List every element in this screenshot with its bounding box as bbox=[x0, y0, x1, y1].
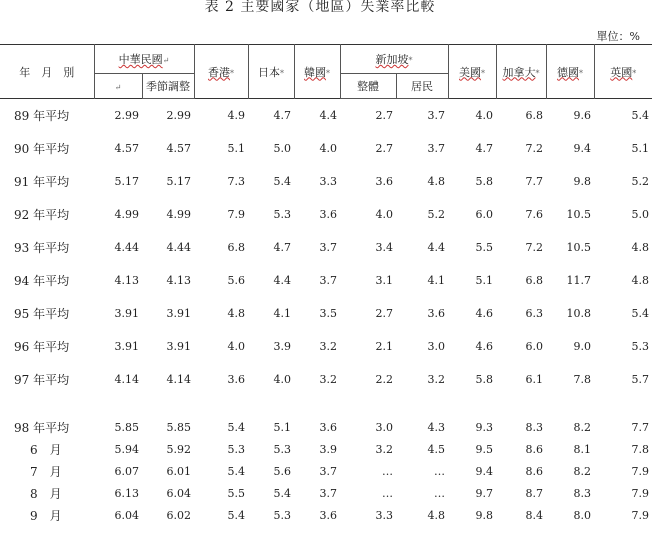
table-cell: 5.6 bbox=[227, 274, 246, 287]
table-cell: 5.7 bbox=[631, 373, 650, 386]
table-cell: 5.4 bbox=[631, 307, 650, 320]
table-cell: 4.99 bbox=[114, 208, 139, 221]
table-row bbox=[0, 264, 652, 297]
table-cell: 4.4 bbox=[427, 241, 446, 254]
table-body bbox=[0, 99, 652, 527]
table-cell: 9.5 bbox=[475, 442, 494, 456]
table-cell: 3.2 bbox=[427, 373, 446, 386]
table-cell: 4.13 bbox=[114, 274, 139, 287]
header-sg-total: 整體 bbox=[340, 74, 396, 99]
table-cell: 2.7 bbox=[375, 142, 394, 155]
table-cell: 8.6 bbox=[525, 442, 544, 456]
table-cell: 5.92 bbox=[166, 442, 192, 456]
row-label: 93 年平均 bbox=[14, 241, 70, 255]
table-cell: 6.07 bbox=[114, 464, 139, 478]
table-cell: 3.7 bbox=[319, 241, 338, 254]
table-cell: 8.6 bbox=[525, 464, 544, 478]
table-cell: 4.13 bbox=[166, 274, 192, 287]
table-cell: … bbox=[382, 464, 394, 478]
table-cell: 4.57 bbox=[114, 142, 139, 155]
table-cell: … bbox=[382, 486, 394, 500]
table-row bbox=[0, 363, 652, 396]
table-cell: 3.7 bbox=[427, 109, 446, 122]
table-cell: 3.6 bbox=[427, 307, 446, 320]
table-cell: 6.3 bbox=[525, 307, 544, 320]
table-cell: 3.6 bbox=[375, 175, 394, 188]
table-cell: 4.0 bbox=[319, 142, 338, 155]
table-cell: 3.7 bbox=[319, 274, 338, 287]
table-cell: 5.1 bbox=[227, 142, 246, 155]
table-cell: 2.2 bbox=[375, 373, 394, 386]
table-cell: 7.9 bbox=[227, 208, 246, 221]
table-cell: 3.7 bbox=[319, 486, 338, 500]
table-cell: 9.8 bbox=[475, 508, 494, 522]
row-label: 8 月 bbox=[30, 486, 62, 501]
table-cell: 8.2 bbox=[573, 420, 592, 434]
table-cell: 3.6 bbox=[227, 373, 246, 386]
table-cell: 9.0 bbox=[573, 340, 592, 353]
spacer-row bbox=[0, 396, 652, 416]
table-cell: 8.2 bbox=[573, 464, 592, 478]
table-cell: 6.8 bbox=[227, 241, 246, 254]
header-korea: 韓國* bbox=[294, 45, 340, 99]
table-row bbox=[0, 99, 652, 133]
table-row bbox=[0, 165, 652, 198]
table-cell: 4.1 bbox=[427, 274, 446, 287]
table-row bbox=[0, 132, 652, 165]
table-cell: 5.3 bbox=[631, 340, 650, 353]
table-cell: 3.7 bbox=[427, 142, 446, 155]
table-cell: 4.0 bbox=[375, 208, 394, 221]
table-cell: 9.3 bbox=[475, 420, 494, 434]
table-cell: 6.01 bbox=[166, 464, 192, 478]
table-row bbox=[0, 504, 652, 526]
row-label: 98 年平均 bbox=[14, 420, 70, 435]
table-cell: 6.8 bbox=[525, 274, 544, 287]
table-cell: 3.0 bbox=[427, 340, 446, 353]
table-cell: 4.8 bbox=[631, 241, 650, 254]
table-cell: 6.04 bbox=[114, 508, 139, 522]
table-cell: 5.4 bbox=[227, 464, 246, 478]
row-label: 89 年平均 bbox=[14, 109, 70, 123]
table-cell: 4.5 bbox=[427, 442, 446, 456]
table-cell: 4.4 bbox=[319, 109, 338, 122]
table-cell: 3.2 bbox=[319, 340, 338, 353]
table-row bbox=[0, 330, 652, 363]
row-label: 95 年平均 bbox=[14, 307, 70, 321]
table-cell: 9.6 bbox=[573, 109, 592, 122]
row-label: 92 年平均 bbox=[14, 208, 70, 222]
table-cell: 5.6 bbox=[273, 464, 292, 478]
table-cell: 7.9 bbox=[631, 464, 650, 478]
table-cell: 7.2 bbox=[525, 241, 544, 254]
header-year-month: 年 月 別 bbox=[19, 65, 75, 79]
table-cell: 4.14 bbox=[114, 373, 139, 386]
table-cell: 5.5 bbox=[475, 241, 494, 254]
table-cell: 5.17 bbox=[166, 175, 192, 188]
table-cell: 6.0 bbox=[525, 340, 544, 353]
table-row bbox=[0, 460, 652, 482]
table-cell: 4.44 bbox=[114, 241, 139, 254]
unemployment-table bbox=[0, 44, 652, 526]
table-cell: 4.3 bbox=[427, 420, 446, 434]
table-cell: 5.0 bbox=[631, 208, 650, 221]
table-title: 表 2 主要國家（地區）失業率比較 bbox=[204, 0, 436, 15]
table-cell: 3.5 bbox=[319, 307, 338, 320]
table-cell: 6.02 bbox=[166, 508, 192, 522]
table-cell: 7.7 bbox=[525, 175, 544, 188]
table-cell: 5.85 bbox=[114, 420, 139, 434]
table-cell: 5.2 bbox=[631, 175, 650, 188]
table-cell: 5.17 bbox=[114, 175, 139, 188]
table-cell: 7.8 bbox=[631, 442, 650, 456]
table-cell: 3.3 bbox=[375, 508, 394, 522]
row-label: 90 年平均 bbox=[14, 142, 70, 156]
table-cell: 6.8 bbox=[525, 109, 544, 122]
row-label: 94 年平均 bbox=[14, 274, 70, 288]
table-cell: 3.6 bbox=[319, 420, 338, 434]
table-cell: 5.94 bbox=[114, 442, 139, 456]
table-cell: 2.99 bbox=[166, 109, 192, 122]
header-hongkong: 香港* bbox=[194, 45, 248, 99]
table-cell: 6.0 bbox=[475, 208, 494, 221]
table-cell: 4.4 bbox=[273, 274, 292, 287]
header-uk: 英國* bbox=[594, 45, 652, 99]
table-cell: 3.0 bbox=[375, 420, 394, 434]
table-cell: 4.0 bbox=[475, 109, 494, 122]
table-row bbox=[0, 198, 652, 231]
table-cell: 10.8 bbox=[566, 307, 592, 320]
table-cell: 4.7 bbox=[475, 142, 494, 155]
table-cell: 5.1 bbox=[475, 274, 494, 287]
table-cell: 3.91 bbox=[114, 307, 139, 320]
row-label: 96 年平均 bbox=[14, 340, 70, 354]
table-cell: 3.4 bbox=[375, 241, 394, 254]
table-cell: 5.4 bbox=[273, 175, 292, 188]
table-cell: 4.57 bbox=[166, 142, 192, 155]
table-cell: 4.99 bbox=[166, 208, 192, 221]
table-cell: 4.14 bbox=[166, 373, 192, 386]
table-cell: 4.6 bbox=[475, 307, 494, 320]
table-cell: … bbox=[434, 464, 446, 478]
table-row bbox=[0, 231, 652, 264]
table-cell: 9.4 bbox=[573, 142, 592, 155]
row-label: 97 年平均 bbox=[14, 373, 70, 387]
table-cell: 3.91 bbox=[114, 340, 139, 353]
table-cell: 4.0 bbox=[227, 340, 246, 353]
table-cell: 8.1 bbox=[573, 442, 592, 456]
table-cell: 6.1 bbox=[525, 373, 544, 386]
table-cell: 7.9 bbox=[631, 486, 650, 500]
table-cell: 5.8 bbox=[475, 175, 494, 188]
table-cell: 5.3 bbox=[273, 208, 292, 221]
table-cell: 8.4 bbox=[525, 508, 544, 522]
table-cell: 4.7 bbox=[273, 109, 292, 122]
table-cell: 5.3 bbox=[273, 442, 292, 456]
table-cell: 5.3 bbox=[273, 508, 292, 522]
table-cell: 3.9 bbox=[273, 340, 292, 353]
table-cell: 10.5 bbox=[566, 208, 592, 221]
table-cell: 2.7 bbox=[375, 109, 394, 122]
table-cell: 5.8 bbox=[475, 373, 494, 386]
table-cell: 3.6 bbox=[319, 508, 338, 522]
header-germany: 德國* bbox=[546, 45, 594, 99]
table-cell: 3.7 bbox=[319, 464, 338, 478]
header-japan: 日本* bbox=[248, 45, 294, 99]
header-usa: 美國* bbox=[448, 45, 496, 99]
row-label: 9 月 bbox=[30, 508, 62, 523]
table-cell: 8.7 bbox=[525, 486, 544, 500]
table-cell: 3.91 bbox=[166, 340, 192, 353]
table-cell: 4.0 bbox=[273, 373, 292, 386]
table-cell: 11.7 bbox=[566, 274, 592, 287]
table-cell: 4.8 bbox=[427, 175, 446, 188]
table-cell: 4.1 bbox=[273, 307, 292, 320]
unit-label: 單位：% bbox=[596, 30, 640, 43]
table-cell: 9.8 bbox=[573, 175, 592, 188]
table-cell: 4.44 bbox=[166, 241, 192, 254]
table-cell: 8.3 bbox=[525, 420, 544, 434]
table-cell: 3.1 bbox=[375, 274, 394, 287]
table-cell: 4.6 bbox=[475, 340, 494, 353]
table-cell: 9.7 bbox=[475, 486, 494, 500]
header-taiwan-raw: ↵ bbox=[94, 74, 142, 99]
table-cell: 4.8 bbox=[631, 274, 650, 287]
table-cell: 9.4 bbox=[475, 464, 494, 478]
table-cell: 5.3 bbox=[227, 442, 246, 456]
table-cell: 2.7 bbox=[375, 307, 394, 320]
header-taiwan-adjusted: 季節調整 bbox=[142, 74, 194, 99]
table-cell: 7.3 bbox=[227, 175, 246, 188]
table-cell: 5.4 bbox=[273, 486, 292, 500]
header-sg-resident: 居民 bbox=[396, 74, 448, 99]
table-cell: 3.6 bbox=[319, 208, 338, 221]
table-cell: 6.04 bbox=[166, 486, 192, 500]
table-cell: 4.8 bbox=[227, 307, 246, 320]
table-cell: 5.2 bbox=[427, 208, 446, 221]
table-row bbox=[0, 297, 652, 330]
table-cell: 5.0 bbox=[273, 142, 292, 155]
table-row bbox=[0, 416, 652, 438]
table-cell: 5.4 bbox=[227, 420, 246, 434]
table-cell: 2.1 bbox=[375, 340, 394, 353]
table-cell: 5.4 bbox=[227, 508, 246, 522]
table-cell: 3.3 bbox=[319, 175, 338, 188]
row-label: 7 月 bbox=[30, 464, 62, 479]
table-cell: 5.1 bbox=[273, 420, 292, 434]
table-cell: … bbox=[434, 486, 446, 500]
table-cell: 3.2 bbox=[375, 442, 394, 456]
row-label: 6 月 bbox=[30, 442, 62, 457]
table-cell: 2.99 bbox=[114, 109, 139, 122]
table-cell: 3.9 bbox=[319, 442, 338, 456]
table-cell: 4.9 bbox=[227, 109, 246, 122]
header-canada: 加拿大* bbox=[496, 45, 546, 99]
table-row bbox=[0, 482, 652, 504]
table-row bbox=[0, 438, 652, 460]
table-cell: 7.2 bbox=[525, 142, 544, 155]
row-label: 91 年平均 bbox=[14, 175, 70, 189]
table-cell: 4.8 bbox=[427, 508, 446, 522]
table-cell: 6.13 bbox=[114, 486, 139, 500]
table-cell: 7.7 bbox=[631, 420, 650, 434]
table-cell: 3.2 bbox=[319, 373, 338, 386]
table-cell: 7.6 bbox=[525, 208, 544, 221]
table-header bbox=[0, 45, 652, 99]
table-cell: 10.5 bbox=[566, 241, 592, 254]
table-cell: 8.0 bbox=[573, 508, 592, 522]
table-cell: 5.4 bbox=[631, 109, 650, 122]
header-singapore: 新加坡* bbox=[340, 45, 448, 74]
table-cell: 7.9 bbox=[631, 508, 650, 522]
table-cell: 4.7 bbox=[273, 241, 292, 254]
table-cell: 5.1 bbox=[631, 142, 650, 155]
table-cell: 7.8 bbox=[573, 373, 592, 386]
table-cell: 8.3 bbox=[573, 486, 592, 500]
table-cell: 5.85 bbox=[166, 420, 192, 434]
table-cell: 5.5 bbox=[227, 486, 246, 500]
header-taiwan: 中華民國↵ bbox=[94, 45, 194, 74]
table-cell: 3.91 bbox=[166, 307, 192, 320]
